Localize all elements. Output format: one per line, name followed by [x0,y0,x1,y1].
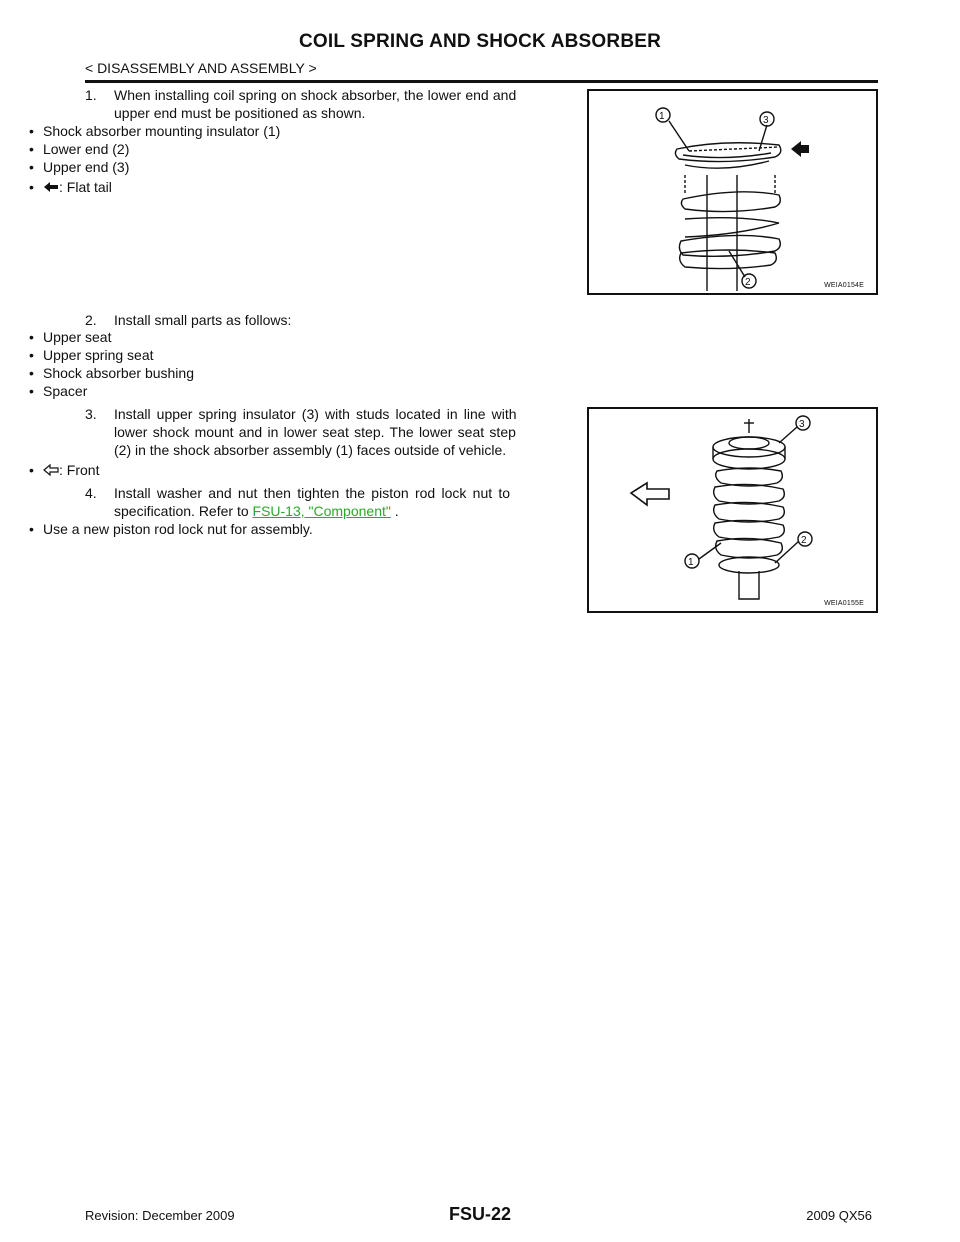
step-number: 3. [85,406,97,422]
shock-absorber-illustration [589,409,876,611]
step-number: 1. [85,87,97,103]
step-text: upper end must be positioned as shown. [114,105,366,121]
step-number: 2. [85,312,97,328]
coil-spring-illustration [589,91,876,293]
page-title: COIL SPRING AND SHOCK ABSORBER [298,31,662,52]
revision-text: Revision: December 2009 [85,1208,235,1223]
callout-label: 2 [801,535,807,546]
figure-id: WEIA0155E [824,600,864,607]
step-number: 4. [85,485,97,501]
list-item: • Spacer [29,383,88,399]
step-text: lower shock mount and in lower seat step. The lower seat step [114,424,516,440]
step-text: (2) in the shock absorber assembly (1) faces outside of vehicle. [114,442,507,458]
list-item: • : Front [29,461,99,480]
list-item: • Use a new piston rod lock nut for assembly. [29,521,313,537]
callout-label: 1 [659,111,665,122]
list-item: • Lower end (2) [29,141,130,157]
list-item: • Shock absorber bushing [29,365,194,381]
list-item: • Upper spring seat [29,347,154,363]
component-reference-link[interactable]: FSU-13, "Component" [252,503,391,519]
page-number: FSU-22 [448,1204,511,1224]
step-text: specification. Refer to [114,503,249,519]
model-text: 2009 QX56 [806,1208,872,1223]
step-text: Install small parts as follows: [114,312,292,328]
front-arrow-icon [43,462,59,480]
step-text: Install upper spring insulator (3) with studs located in line with [114,406,517,422]
flat-tail-arrow-icon [43,179,59,197]
step-text: . [390,503,399,519]
list-item: • Shock absorber mounting insulator (1) [29,123,281,139]
step-text: When installing coil spring on shock absorber, the lower end and [114,87,517,103]
front-arrow-icon [631,483,669,505]
header-rule [85,80,878,83]
flat-tail-arrow-icon [791,141,809,157]
step-text: Install washer and nut then tighten the piston rod lock nut to [114,485,511,501]
breadcrumb: < DISASSEMBLY AND ASSEMBLY > [85,60,317,76]
callout-label: 1 [688,557,694,568]
figure-id: WEIA0154E [824,282,864,289]
figure-shock-absorber-assembly [587,407,878,613]
list-item: • Upper seat [29,329,112,345]
list-item: • : Flat tail [29,178,112,197]
callout-label: 3 [763,115,769,126]
callout-label: 3 [799,419,805,430]
figure-coil-spring-ends [587,89,878,295]
list-item: • Upper end (3) [29,159,130,175]
callout-label: 2 [745,277,751,288]
